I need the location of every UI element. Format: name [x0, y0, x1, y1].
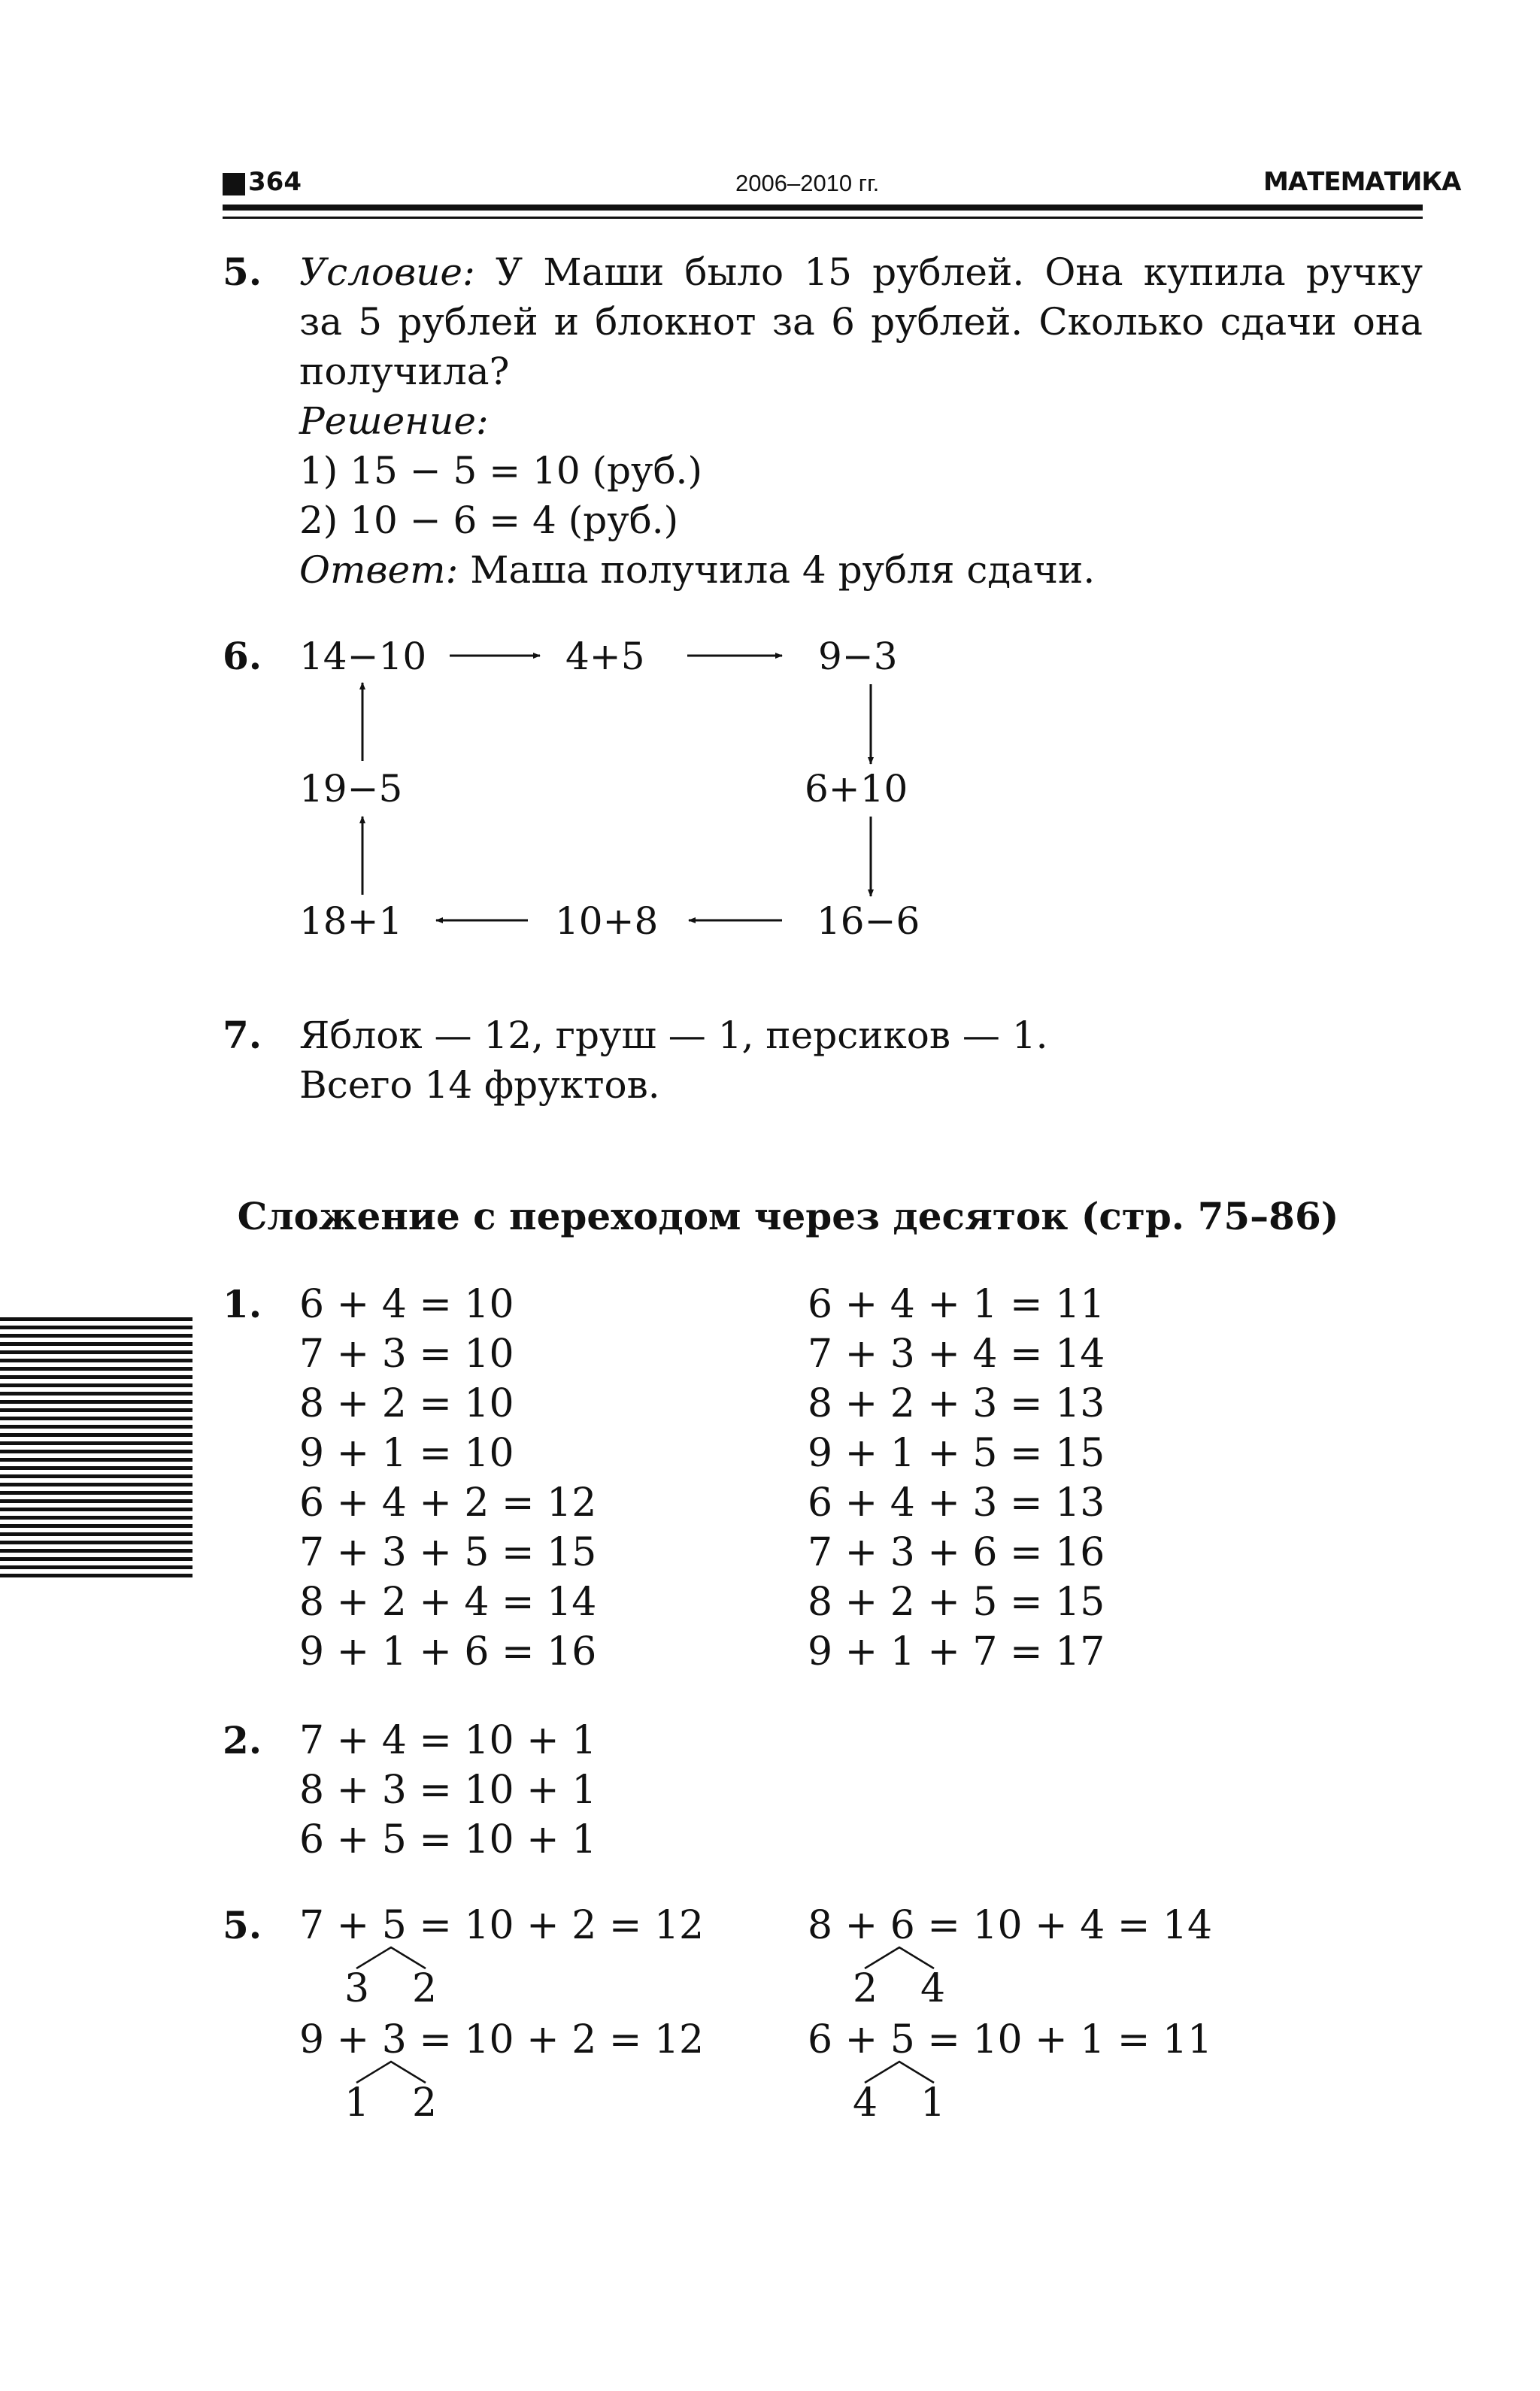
ex5-addend-a: 6 — [808, 2017, 833, 2062]
task5-condition-line-3: получила? — [299, 350, 510, 393]
section-title: Сложение с переходом через десяток (стр. 75–86) — [237, 1194, 1339, 1238]
ex1-left-row: 7 + 3 = 10 — [299, 1332, 514, 1377]
chain-node-7: 10+8 — [555, 899, 659, 943]
ex1-right-row: 8 + 2 + 5 = 15 — [808, 1580, 1105, 1625]
ex2-number: 2. — [223, 1718, 262, 1762]
ex1-left-row: 7 + 3 + 5 = 15 — [299, 1530, 597, 1575]
answer-label: Ответ: — [299, 548, 459, 592]
ex5-addend-b: 3 — [381, 2017, 407, 2062]
ex5-expression-3: 9 + 3 = 10 + 2 = 12 — [299, 2017, 705, 2062]
ex5-addend-b: 6 — [890, 1903, 915, 1948]
task5-condition-line-2: за 5 рублей и блокнот за 6 рублей. Сколько сдачи она — [299, 300, 1423, 344]
ex1-right-row: 7 + 3 + 4 = 14 — [808, 1332, 1105, 1377]
ex1-right-row: 6 + 4 + 1 = 11 — [808, 1282, 1105, 1327]
ex1-left-row: 8 + 2 = 10 — [299, 1381, 514, 1426]
header-subject: МАТЕМАТИКА — [1263, 167, 1461, 197]
ex5-decomp-3b: 2 — [412, 2080, 438, 2126]
solution-step-1: 1) 15 − 5 = 10 (руб.) — [299, 449, 702, 492]
ex2-row: 7 + 4 = 10 + 1 — [299, 1718, 597, 1763]
task5-number: 5. — [223, 250, 262, 294]
ex2-row: 6 + 5 = 10 + 1 — [299, 1817, 597, 1862]
ex5-decomp-4b: 1 — [920, 2080, 946, 2126]
ex1-left-column — [299, 1280, 596, 1677]
chain-node-5: 6+10 — [805, 767, 908, 811]
ex1-left-row: 9 + 1 + 6 = 16 — [299, 1629, 597, 1674]
ex1-number: 1. — [223, 1282, 262, 1326]
ex5-rest: = 10 + 2 = 12 — [406, 2017, 705, 2062]
ex5-rest: = 10 + 1 = 11 — [914, 2017, 1213, 2062]
ex1-right-row: 6 + 4 + 3 = 13 — [808, 1480, 1105, 1526]
ex5-decomp-2b: 4 — [920, 1966, 946, 2011]
chain-node-6: 18+1 — [299, 899, 403, 943]
ex5-addend-a: 8 — [808, 1903, 833, 1948]
ex1-left-row: 8 + 2 + 4 = 14 — [299, 1580, 597, 1625]
ex2-column — [299, 1716, 596, 1865]
chain-node-1: 14−10 — [299, 635, 427, 678]
ex5-rest: = 10 + 4 = 14 — [914, 1903, 1213, 1948]
ex5-expression-2: 8 + 6 = 10 + 4 = 14 — [808, 1903, 1213, 1948]
ex1-right-row: 9 + 1 + 5 = 15 — [808, 1431, 1105, 1476]
task7-number: 7. — [223, 1013, 262, 1057]
ex5-decomp-1a: 3 — [344, 1966, 370, 2011]
task7-line-2: Всего 14 фруктов. — [299, 1063, 660, 1107]
chain-node-8: 16−6 — [817, 899, 920, 943]
ex5-rest: = 10 + 2 = 12 — [406, 1903, 705, 1948]
ex5-expression-1: 7 + 5 = 10 + 2 = 12 — [299, 1903, 705, 1948]
ex5-addend-a: 7 — [299, 1903, 325, 1948]
ex1-left-row: 6 + 4 + 2 = 12 — [299, 1480, 597, 1526]
ex5-decomp-1b: 2 — [412, 1966, 438, 2011]
page-number: 364 — [248, 167, 302, 197]
ex1-left-row: 9 + 1 = 10 — [299, 1431, 514, 1476]
task6-number: 6. — [223, 634, 262, 678]
ex1-right-row: 8 + 2 + 3 = 13 — [808, 1381, 1105, 1426]
condition-label: Условие: — [299, 250, 475, 294]
header-years: 2006–2010 гг. — [735, 170, 880, 196]
ex5-decomp-4a: 4 — [853, 2080, 878, 2126]
ex5-number: 5. — [223, 1903, 262, 1947]
chain-node-3: 9−3 — [818, 635, 898, 678]
ex5-addend-b: 5 — [381, 1903, 407, 1948]
answer-text: Маша получила 4 рубля сдачи. — [458, 548, 1096, 592]
ex1-right-row: 7 + 3 + 6 = 16 — [808, 1530, 1105, 1575]
chain-node-4: 19−5 — [299, 767, 403, 811]
chain-node-2: 4+5 — [565, 635, 645, 678]
ex5-expression-4: 6 + 5 = 10 + 1 = 11 — [808, 2017, 1213, 2062]
ex2-row: 8 + 3 = 10 + 1 — [299, 1768, 597, 1813]
ex5-addend-a: 9 — [299, 2017, 325, 2062]
ex5-decomp-2a: 2 — [853, 1966, 878, 2011]
ex5-decomp-3a: 1 — [344, 2080, 370, 2126]
ex1-left-row: 6 + 4 = 10 — [299, 1282, 514, 1327]
solution-label: Решение: — [299, 399, 489, 443]
task7-line-1: Яблок — 12, груш — 1, персиков — 1. — [299, 1014, 1048, 1057]
condition-text: У Маши было 15 рублей. Она купила ручку — [474, 250, 1423, 294]
ex5-addend-b: 5 — [890, 2017, 915, 2062]
ex1-right-row: 9 + 1 + 7 = 17 — [808, 1629, 1105, 1674]
ex1-right-column — [808, 1280, 1105, 1677]
solution-step-2: 2) 10 − 6 = 4 (руб.) — [299, 499, 679, 542]
